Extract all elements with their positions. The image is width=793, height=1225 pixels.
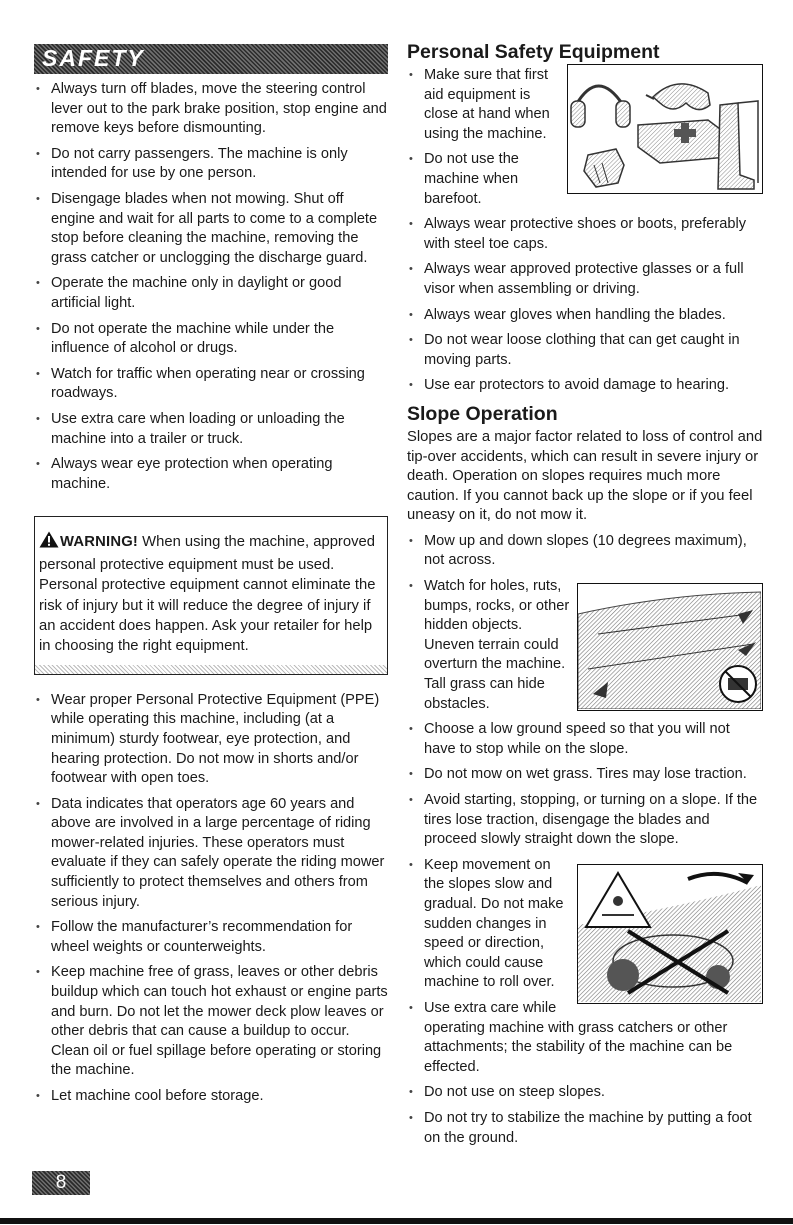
list-item: • Operate the machine only in daylight or good artificial light. xyxy=(34,274,388,313)
list-item: • Always wear approved protective glasses or a full visor when assembling or driving. xyxy=(407,260,763,299)
list-item: • Always wear eye protection when operating machine. xyxy=(34,455,388,494)
safety-banner-title: SAFETY xyxy=(42,45,145,71)
list-item: • Follow the manufacturer’s recommendation for wheel weights or counterweights. xyxy=(34,918,388,957)
warning-box xyxy=(34,516,388,674)
slope-intro: Slopes are a major factor related to loss of control and tip-over accidents, which can result in severe injury or death. Operation on slopes requires much more caution. If you cannot back up the slope or if you feel uneasy on it, do not mow it. xyxy=(407,428,763,524)
list-item: • Make sure that first aid equipment is close at hand when using the machine. xyxy=(407,66,763,144)
list-item: • Use extra care while operating machine with grass catchers or other attachments; the stability of the machine can be effected. xyxy=(407,999,763,1077)
warning-label: WARNING! xyxy=(60,534,139,551)
list-item: • Watch for holes, ruts, bumps, rocks, or other hidden objects. Uneven terrain could overturn the machine. Tall grass can hide obstacles. xyxy=(407,577,763,714)
list-item: • Always turn off blades, move the steering control lever out to the park brake position, stop engine and remove keys before dismounting. xyxy=(34,80,388,139)
warning-stripe xyxy=(35,665,387,674)
list-item: • Let machine cool before storage. xyxy=(34,1087,388,1107)
left-column xyxy=(34,44,388,1113)
list-item: • Always wear protective shoes or boots, preferably with steel toe caps. xyxy=(407,215,763,254)
safety-bullet-list xyxy=(34,80,388,494)
list-item: • Do not use on steep slopes. xyxy=(407,1083,763,1103)
list-item: • Mow up and down slopes (10 degrees maximum), not across. xyxy=(407,532,763,571)
list-item: • Data indicates that operators age 60 years and above are involved in a large percentage of riding mower-related injuries. These operators must evaluate if they can safely operate the riding mower sufficiently to protect themselves and others from serious injury. xyxy=(34,795,388,913)
list-item: • Wear proper Personal Protective Equipment (PPE) while operating this machine, including (at a minimum) sturdy footwear, eye protection, and hearing protection. Do not mow in shorts and/or footwear with open toes. xyxy=(34,691,388,789)
list-item: • Do not try to stabilize the machine by putting a foot on the ground. xyxy=(407,1109,763,1148)
page-number: 8 xyxy=(32,1171,90,1195)
list-item: • Watch for traffic when operating near or crossing roadways. xyxy=(34,365,388,404)
ppe-heading: Personal Safety Equipment xyxy=(407,41,660,63)
list-item: • Avoid starting, stopping, or turning on a slope. If the tires lose traction, disengage the blades and proceed slowly straight down the slope. xyxy=(407,791,763,850)
list-item: • Choose a low ground speed so that you will not have to stop while on the slope. xyxy=(407,720,763,759)
list-item: • Do not mow on wet grass. Tires may lose traction. xyxy=(407,765,763,785)
slope-heading: Slope Operation xyxy=(407,402,558,425)
list-item: • Do not carry passengers. The machine is only intended for use by one person. xyxy=(34,145,388,184)
list-item: • Use extra care when loading or unloading the machine into a trailer or truck. xyxy=(34,410,388,449)
warning-triangle-icon xyxy=(39,531,59,554)
list-item: • Keep machine free of grass, leaves or other debris buildup which can touch hot exhaust or engine parts and burn. Do not let the mower deck plow leaves or other debris that can cause a buildup to occur. Clean oil or fuel spillage before operating or storing the machine. xyxy=(34,963,388,1081)
warning-text: When using the machine, approved personal protective equipment must be used. Personal protective equipment cannot eliminate the risk of injury but it will reduce the degree of injury if an accident does happen. Ask your retailer for help in choosing the right equipment. xyxy=(39,534,376,655)
list-item: • Keep movement on the slopes slow and gradual. Do not make sudden changes in speed or direction, which could cause machine to roll over. xyxy=(407,856,763,993)
list-item: • Use ear protectors to avoid damage to hearing. xyxy=(407,376,763,396)
list-item: • Always wear gloves when handling the blades. xyxy=(407,306,763,326)
ppe-equipment-list xyxy=(407,66,763,396)
bottom-rule xyxy=(0,1218,793,1224)
list-item: • Disengage blades when not mowing. Shut off engine and wait for all parts to come to a complete stop before cleaning the machine, removing the grass catcher or unclogging the discharge guard. xyxy=(34,190,388,268)
ppe-bullet-list xyxy=(34,691,388,1107)
list-item: • Do not wear loose clothing that can get caught in moving parts. xyxy=(407,331,763,370)
safety-banner xyxy=(34,44,388,74)
list-item: • Do not use the machine when barefoot. xyxy=(407,150,763,209)
list-item: • Do not operate the machine while under the influence of alcohol or drugs. xyxy=(34,320,388,359)
right-column xyxy=(407,41,763,1154)
slope-bullet-list xyxy=(407,532,763,1148)
